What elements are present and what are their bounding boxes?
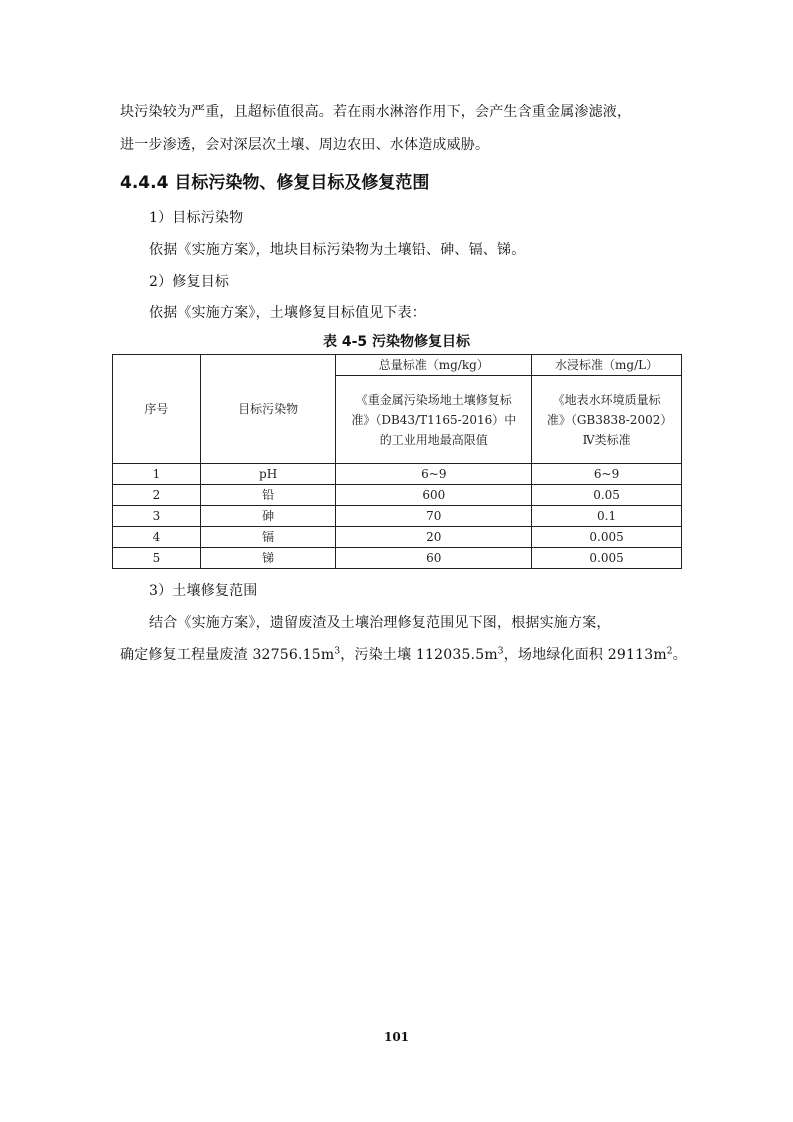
quantity-green-area-text: ，场地绿化面积 29113m bbox=[503, 647, 667, 663]
header-leach-standard: 水浸标准（mg/L） bbox=[532, 355, 682, 376]
row-leach-value: 0.05 bbox=[532, 485, 682, 506]
row-seq: 2 bbox=[113, 485, 201, 506]
row-total-value: 60 bbox=[336, 548, 532, 569]
row-pollutant: 砷 bbox=[200, 506, 336, 527]
quantity-soil-text: ，污染土壤 112035.5m bbox=[340, 647, 498, 663]
row-pollutant: 铅 bbox=[200, 485, 336, 506]
row-pollutant: 镉 bbox=[200, 527, 336, 548]
leach-standard-description: 《地表水环境质量标准》（GB3838-2002）Ⅳ类标准 bbox=[532, 376, 682, 464]
table-caption: 表 4-5 污染物修复目标 bbox=[322, 334, 471, 350]
row-total-value: 20 bbox=[336, 527, 532, 548]
table-row bbox=[113, 506, 682, 527]
table-row bbox=[113, 485, 682, 506]
row-total-value: 6~9 bbox=[336, 464, 532, 485]
superscript: 3 bbox=[334, 646, 341, 657]
row-pollutant: pH bbox=[200, 464, 336, 485]
subsection-2-text: 依据《实施方案》，土壤修复目标值见下表： bbox=[149, 305, 426, 321]
row-seq: 5 bbox=[113, 548, 201, 569]
intro-line-1: 块污染较为严重，且超标值很高。若在雨水淋溶作用下，会产生含重金属渗滤液， bbox=[120, 104, 632, 120]
header-total-standard: 总量标准（mg/kg） bbox=[336, 355, 532, 376]
total-standard-description: 《重金属污染场地土壤修复标准》（DB43/T1165-2016）中的工业用地最高限值 bbox=[336, 376, 532, 464]
table-row bbox=[113, 548, 682, 569]
row-leach-value: 0.005 bbox=[532, 527, 682, 548]
table-row bbox=[113, 464, 682, 485]
row-pollutant: 锑 bbox=[200, 548, 336, 569]
quantity-slag-text: 确定修复工程量废渣 32756.15m bbox=[120, 647, 335, 663]
subsection-2-title: 2）修复目标 bbox=[149, 274, 230, 290]
header-pollutant: 目标污染物 bbox=[200, 355, 336, 464]
row-leach-value: 0.005 bbox=[532, 548, 682, 569]
row-leach-value: 0.1 bbox=[532, 506, 682, 527]
row-total-value: 70 bbox=[336, 506, 532, 527]
sentence-end: 。 bbox=[672, 647, 687, 663]
page-number: 101 bbox=[383, 1030, 410, 1044]
row-seq: 4 bbox=[113, 527, 201, 548]
header-seq: 序号 bbox=[113, 355, 201, 464]
table-row bbox=[113, 527, 682, 548]
remediation-target-table bbox=[112, 354, 682, 569]
row-seq: 3 bbox=[113, 506, 201, 527]
intro-line-2: 进一步渗透，会对深层次土壤、周边农田、水体造成威胁。 bbox=[120, 137, 490, 153]
section-heading: 4.4.4 目标污染物、修复目标及修复范围 bbox=[120, 173, 430, 193]
row-total-value: 600 bbox=[336, 485, 532, 506]
superscript: 2 bbox=[666, 646, 673, 657]
subsection-1-title: 1）目标污染物 bbox=[149, 210, 244, 226]
subsection-3-line-2 bbox=[120, 644, 687, 664]
superscript: 3 bbox=[497, 646, 504, 657]
subsection-3-line-1: 结合《实施方案》，遗留废渣及土壤治理修复范围见下图，根据实施方案， bbox=[149, 615, 611, 631]
row-leach-value: 6~9 bbox=[532, 464, 682, 485]
subsection-3-title: 3）土壤修复范围 bbox=[149, 583, 258, 599]
row-seq: 1 bbox=[113, 464, 201, 485]
subsection-1-text: 依据《实施方案》，地块目标污染物为土壤铅、砷、镉、锑。 bbox=[149, 242, 526, 258]
